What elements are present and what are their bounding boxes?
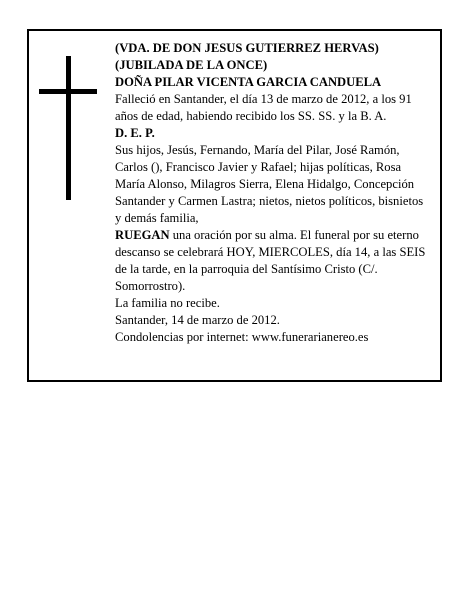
widow-line: (VDA. DE DON JESUS GUTIERREZ HERVAS) — [115, 41, 379, 55]
ruegan-word: RUEGAN — [115, 228, 170, 242]
no-receive-line: La familia no recibe. — [115, 296, 220, 310]
obituary-notice — [27, 29, 442, 382]
condolences-line: Condolencias por internet: www.funerarianereo.es — [115, 330, 369, 344]
cross-icon — [39, 56, 97, 200]
cross-vertical-bar — [66, 56, 71, 200]
place-date-line: Santander, 14 de marzo de 2012. — [115, 313, 280, 327]
funeral-text: una oración por su alma. El funeral por su eterno descanso se celebrará HOY, MIERCOLES, día 14, a las SEIS de la tarde, en la parroquia del Santísimo Cristo (C/. Somorrostro). — [115, 228, 426, 293]
deceased-name: DOÑA PILAR VICENTA GARCIA CANDUELA — [115, 75, 382, 89]
death-paragraph: Falleció en Santander, el día 13 de marzo de 2012, a los 91 años de edad, habiendo recibido los SS. SS. y la B. A. — [115, 92, 412, 123]
rip-line: D. E. P. — [115, 126, 155, 140]
obituary-text — [115, 40, 427, 346]
funeral-paragraph — [115, 227, 427, 295]
cross-horizontal-bar — [39, 89, 97, 94]
occupation-line: (JUBILADA DE LA ONCE) — [115, 58, 268, 72]
family-paragraph: Sus hijos, Jesús, Fernando, María del Pilar, José Ramón, Carlos (), Francisco Javier y Rafael; hijas políticas, Rosa María Alonso, Milagros Sierra, Elena Hidalgo, Concepción Santander y Carmen Lastra; nietos, nietos políticos, bisnietos y demás familia, — [115, 143, 424, 225]
